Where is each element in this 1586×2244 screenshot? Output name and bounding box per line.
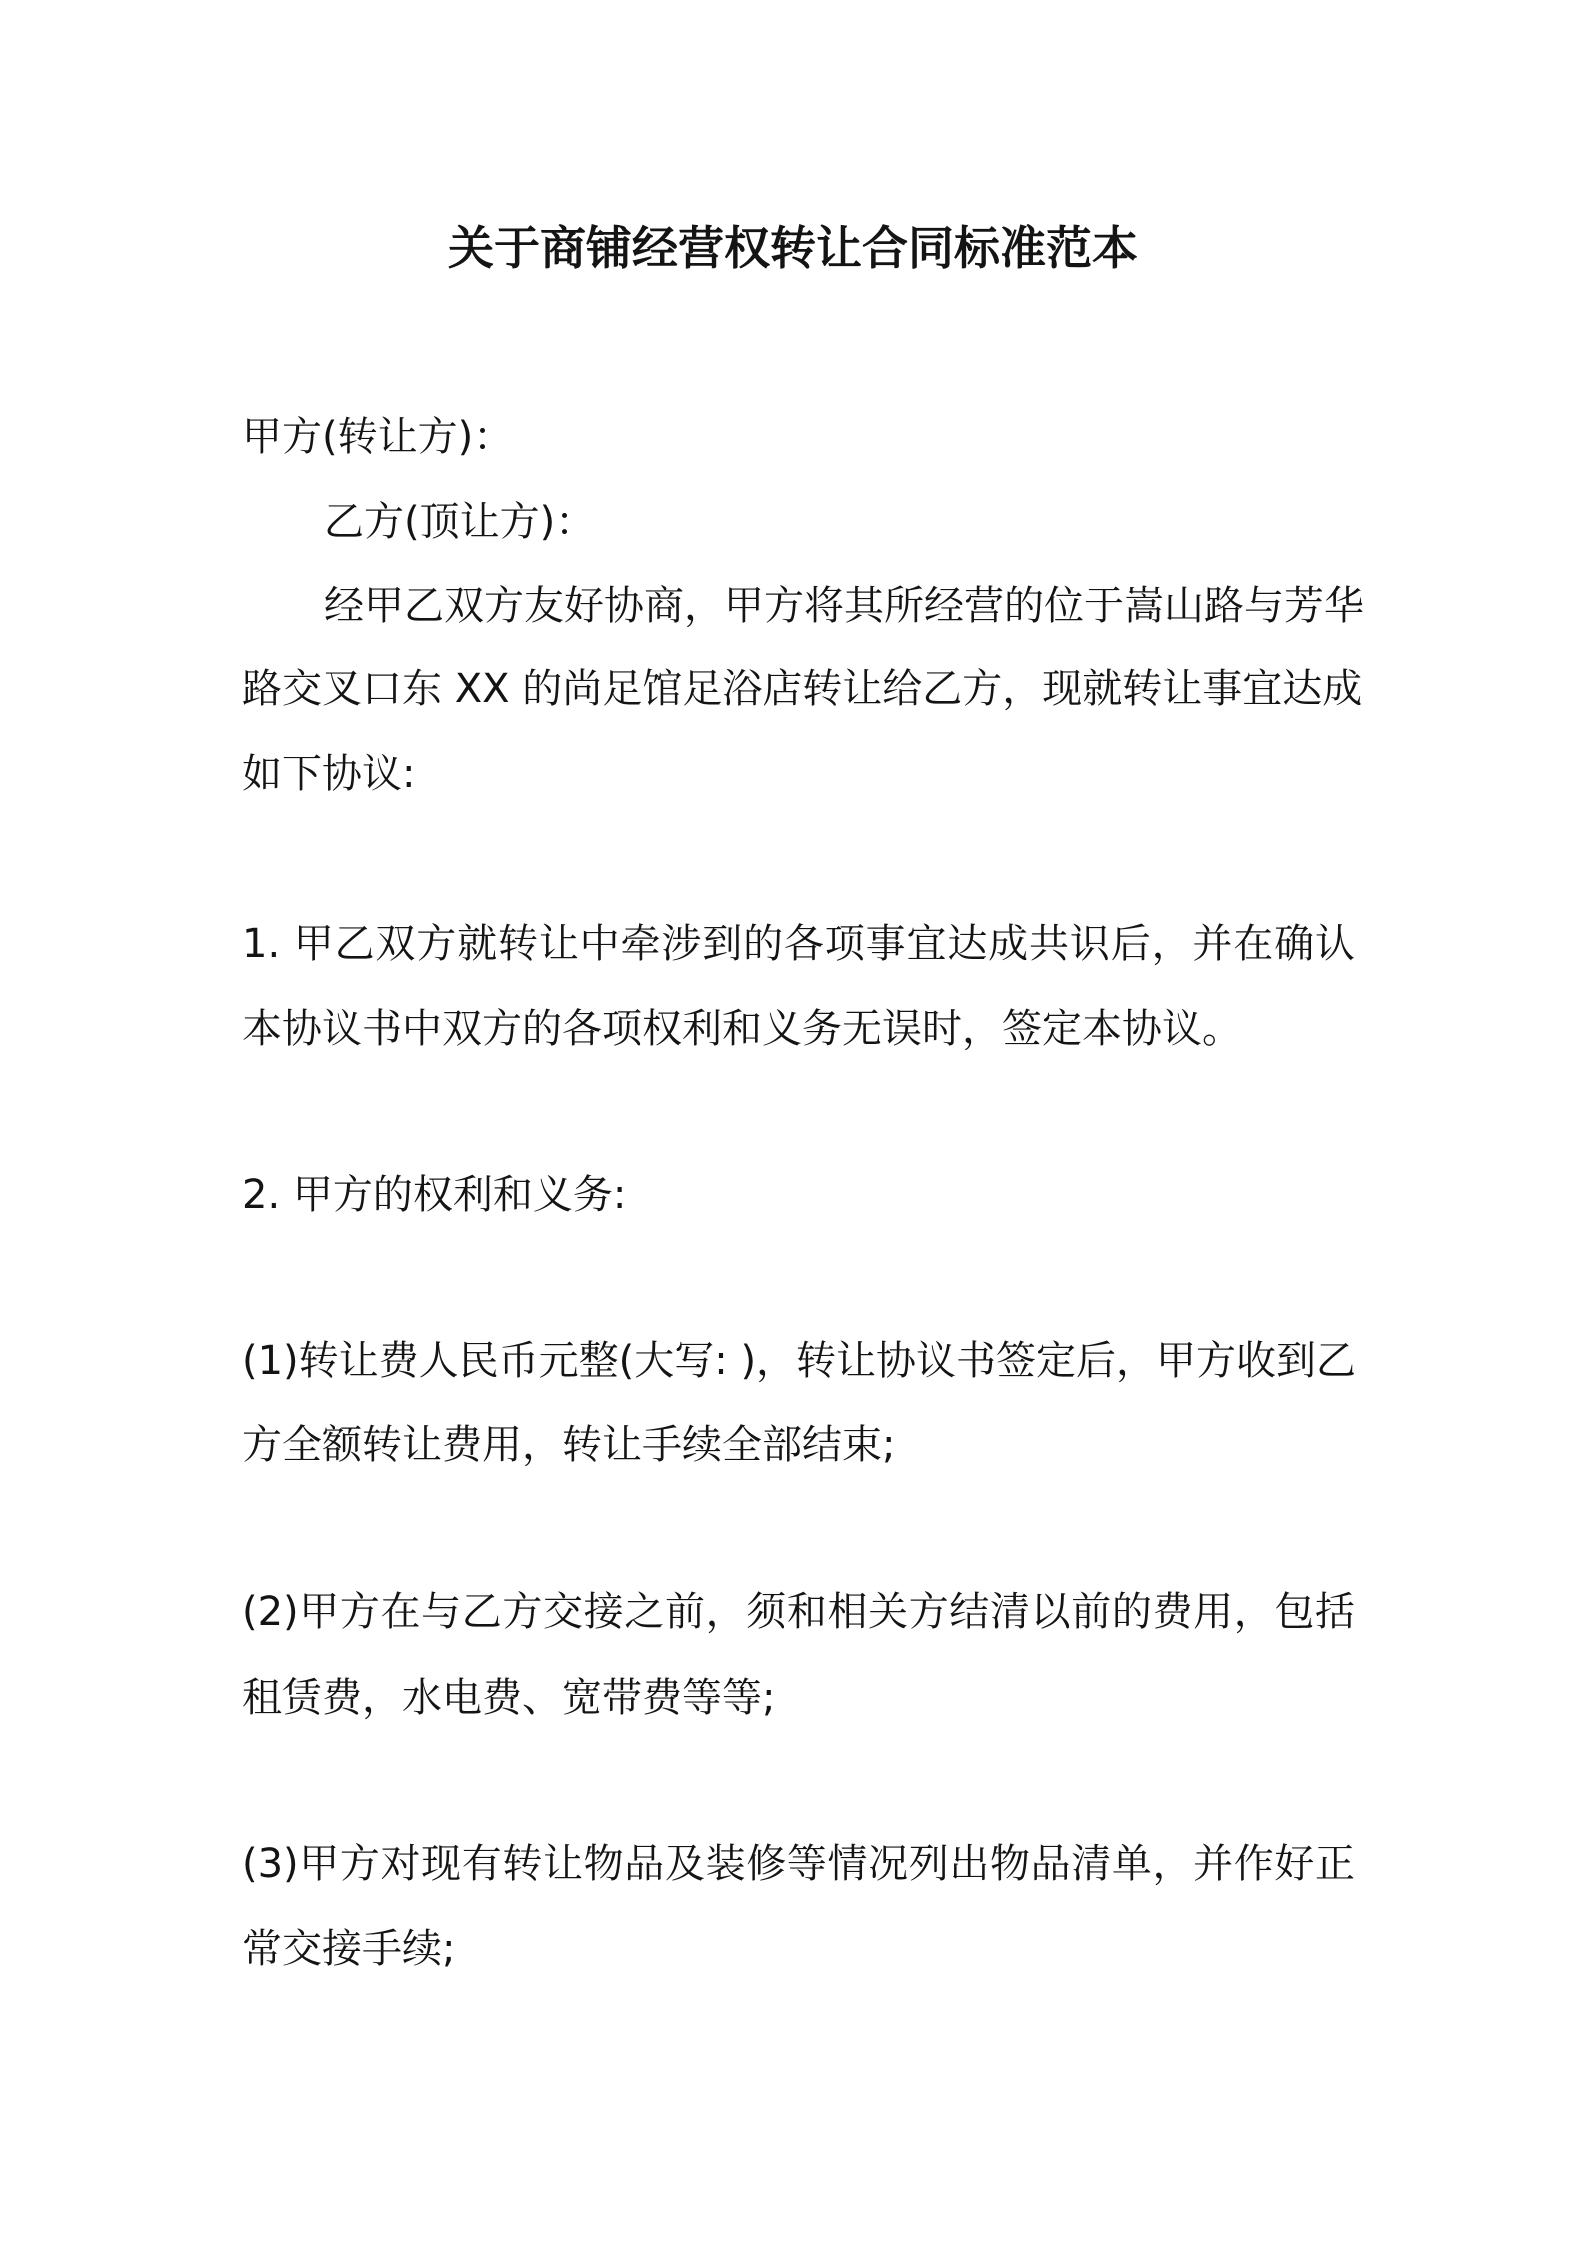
- clause-2-heading: 2. 甲方的权利和义务:: [242, 1172, 627, 1218]
- paragraph-line: 1. 甲乙双方就转让中牵涉到的各项事宜达成共识后，并在确认: [242, 921, 1355, 967]
- paragraph-line: (3)甲方对现有转让物品及装修等情况列出物品清单，并作好正: [242, 1841, 1355, 1887]
- document-title: 关于商铺经营权转让合同标准范本: [448, 221, 1138, 275]
- paragraph-line: 经甲乙双方友好协商，甲方将其所经营的位于嵩山路与芳华: [324, 583, 1364, 629]
- paragraph-line: 方全额转让费用，转让手续全部结束;: [242, 1422, 896, 1468]
- paragraph-line: 路交叉口东 XX 的尚足馆足浴店转让给乙方，现就转让事宜达成: [242, 666, 1363, 712]
- party-b-line: 乙方(顶让方)：: [324, 499, 596, 545]
- paragraph-line: 如下协议:: [242, 751, 416, 797]
- paragraph-line: 租赁费，水电费、宽带费等等;: [242, 1675, 776, 1721]
- paragraph-line: 常交接手续;: [242, 1926, 456, 1972]
- paragraph-line: (1)转让费人民币元整(大写: )，转让协议书签定后，甲方收到乙: [242, 1338, 1357, 1384]
- paragraph-line: (2)甲方在与乙方交接之前，须和相关方结清以前的费用，包括: [242, 1589, 1355, 1635]
- paragraph-line: 本协议书中双方的各项权利和义务无误时，签定本协议。: [242, 1006, 1242, 1052]
- party-a-line: 甲方(转让方)：: [242, 414, 514, 460]
